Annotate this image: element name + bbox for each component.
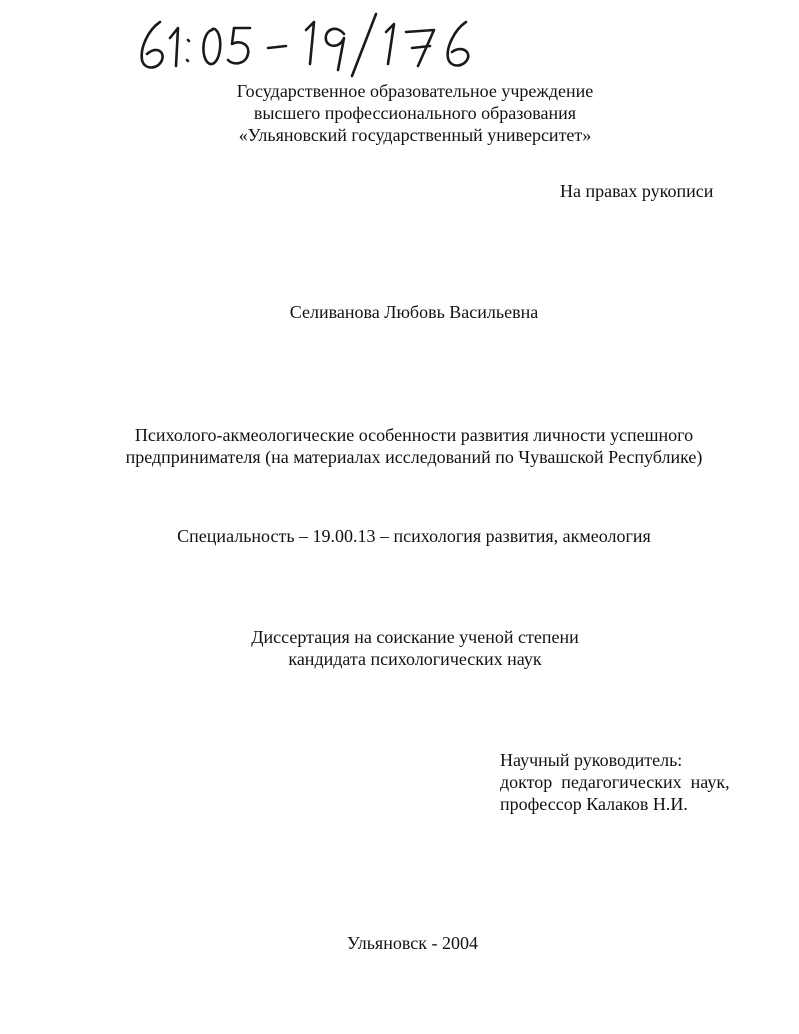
degree-statement <box>0 626 799 670</box>
institution-line-3: «Ульяновский государственный университет» <box>238 125 592 145</box>
degree-line-2: кандидата психологических наук <box>288 649 542 669</box>
place-and-year: Ульяновск - 2004 <box>347 933 478 953</box>
dissertation-title <box>0 424 799 468</box>
supervisor-line-3: профессор Калаков Н.И. <box>500 794 688 814</box>
specialty-line: Специальность – 19.00.13 – психология развития, акмеология <box>177 526 651 546</box>
supervisor-line-2: доктор педагогических наук, <box>500 772 730 792</box>
title-line-2: предпринимателя (на материалах исследований по Чувашской Республике) <box>125 447 703 467</box>
supervisor-line-1: Научный руководитель: <box>500 750 683 770</box>
handwritten-catalog-number <box>130 8 490 78</box>
degree-line-1: Диссертация на соискание ученой степени <box>251 627 579 647</box>
supervisor-block <box>500 749 730 815</box>
author-name: Селиванова Любовь Васильевна <box>289 302 539 322</box>
institution-heading <box>0 80 799 146</box>
handwritten-number-drawing <box>130 8 490 78</box>
title-line-1: Психолого-акмеологические особенности развития личности успешного <box>134 425 694 445</box>
institution-line-2: высшего профессионального образования <box>253 103 577 123</box>
institution-line-1: Государственное образовательное учреждение <box>236 81 594 101</box>
rights-note: На правах рукописи <box>560 181 714 201</box>
